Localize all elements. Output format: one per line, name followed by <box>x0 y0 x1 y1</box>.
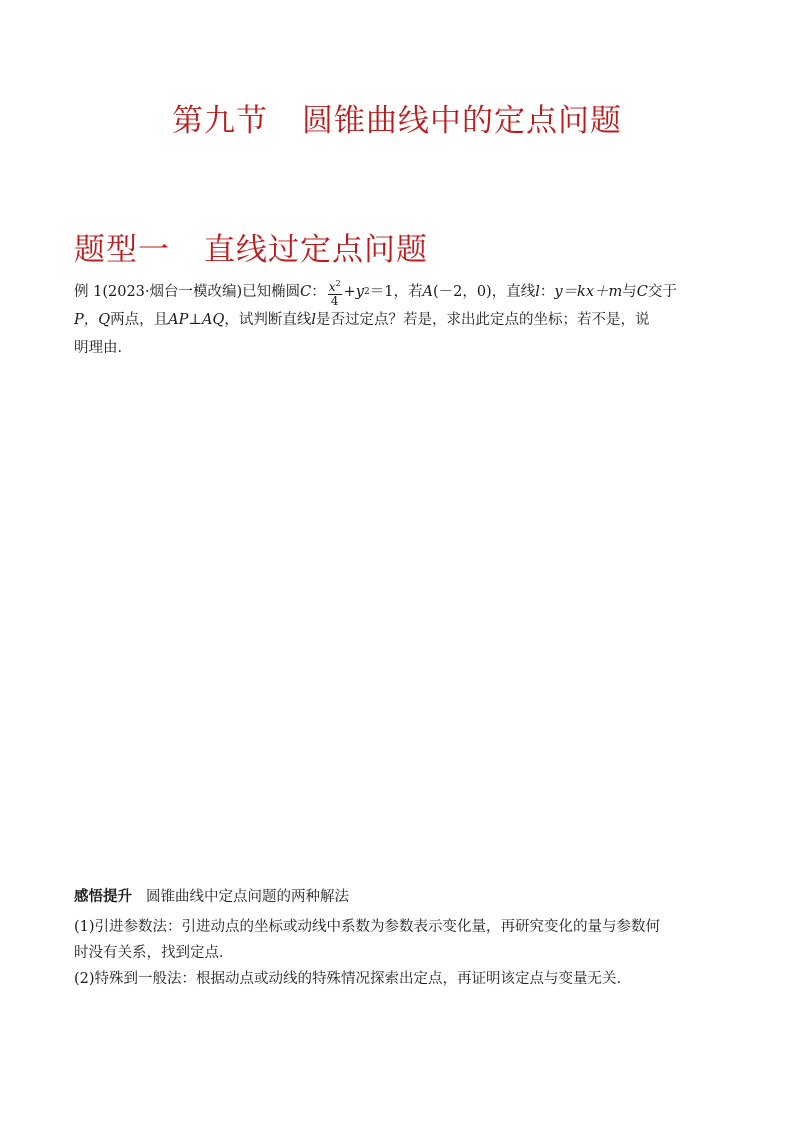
line3-text: 明理由． <box>74 340 132 356</box>
problem-line-2 <box>74 306 724 334</box>
insight-item-1-line-1: (1)引进参数法：引进动点的坐标或动线中系数为参数表示变化量，再研究变化的量与参数何 <box>74 919 661 935</box>
with-word: 与 <box>622 284 637 300</box>
ellipse-fraction <box>328 277 342 308</box>
example-source: (2023·烟台一模改编) <box>102 284 243 300</box>
insight-heading-row <box>74 884 734 910</box>
plus-y: +y <box>343 284 364 300</box>
line-name-2: l <box>311 312 317 328</box>
problem-line-3 <box>74 334 724 362</box>
curve-name-2: C <box>636 284 648 300</box>
line2-text1: 两点，且 <box>110 312 169 328</box>
colon: ： <box>311 284 326 300</box>
y-exponent: 2 <box>364 287 370 297</box>
insight-heading: 感悟提升 <box>74 888 132 905</box>
insight-box <box>74 884 734 992</box>
perpendicular-condition: AP⊥AQ <box>168 312 225 328</box>
point-coords: (－2，0) <box>432 284 492 300</box>
insight-item-2: (2)特殊到一般法：根据动点或动线的特殊情况探索出定点，再证明该定点与变量无关． <box>74 971 632 987</box>
example-problem <box>74 268 724 362</box>
points-pq: P，Q <box>74 312 111 328</box>
after-point: ，直线 <box>491 284 536 300</box>
section-part1: 题型一 <box>74 232 170 268</box>
line2-text2: ，试判断直线 <box>224 312 312 328</box>
title-part2: 圆锥曲线中的定点问题 <box>302 103 622 139</box>
point-name: A <box>422 284 433 300</box>
title-part1: 第九节 <box>172 103 268 139</box>
curve-name: C <box>300 284 312 300</box>
insight-item-1-line-2: 时没有关系，找到定点． <box>74 945 234 961</box>
section-part2: 直线过定点问题 <box>204 232 428 268</box>
page-title <box>0 95 794 140</box>
example-label: 例 1 <box>74 284 103 300</box>
example-intro: 已知椭圆 <box>242 284 301 300</box>
fraction-denominator: 4 <box>330 294 339 308</box>
fraction-numerator: $x^2$ <box>328 279 341 294</box>
insight-subtitle: 圆锥曲线中定点问题的两种解法 <box>146 889 349 905</box>
section-heading <box>74 224 428 269</box>
line2-text3: 是否过定点？若是，求出此定点的坐标；若不是，说 <box>316 312 650 328</box>
equals-one: ＝1，若 <box>369 284 423 300</box>
line-equation: y＝kx＋m <box>554 284 623 300</box>
problem-line-1 <box>74 268 724 306</box>
insight-item-1 <box>74 914 734 966</box>
line-colon: ： <box>539 284 555 300</box>
line-name: l <box>535 284 540 300</box>
meet-word: 交于 <box>647 284 677 300</box>
